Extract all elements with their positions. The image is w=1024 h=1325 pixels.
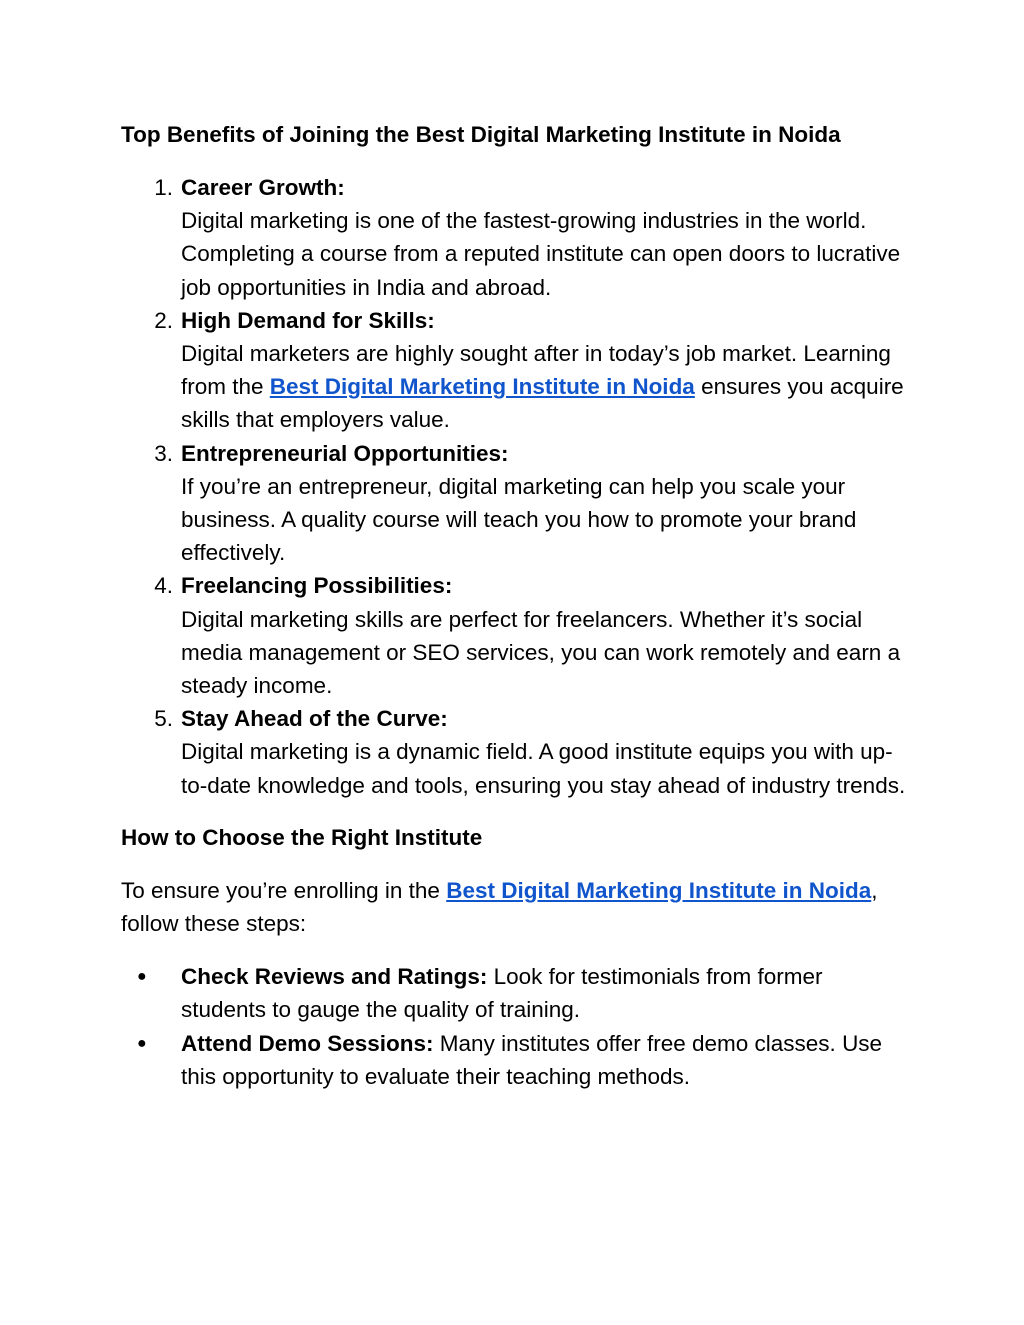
benefit-title: Freelancing Possibilities:	[181, 573, 453, 599]
benefit-item-stay-ahead	[121, 702, 911, 802]
benefit-title: High Demand for Skills:	[181, 307, 435, 333]
benefit-text: Digital marketing is one of the fastest-growing industries in the world. Completing a course from a reputed institute can open doors to lucrative job opportunities in India and abroad.	[181, 208, 901, 300]
list-number: 5.	[154, 706, 173, 732]
list-number: 4.	[154, 573, 173, 599]
benefit-item-entrepreneurial	[121, 437, 911, 570]
document-content	[121, 118, 911, 1093]
benefits-list	[121, 171, 911, 802]
step-title: Check Reviews and Ratings:	[181, 964, 488, 990]
step-text: Many institutes offer free demo classes. Use this opportunity to evaluate their teaching methods.	[181, 1030, 883, 1089]
benefit-title: Entrepreneurial Opportunities:	[181, 440, 509, 466]
benefit-item-freelancing	[121, 569, 911, 702]
step-text: Look for testimonials from former students to gauge the quality of training.	[181, 964, 823, 1023]
bullet-icon: ●	[137, 968, 147, 986]
step-item-reviews	[121, 960, 911, 1026]
institute-link[interactable]: Best Digital Marketing Institute in Noida	[446, 877, 872, 903]
list-number: 1.	[154, 175, 173, 200]
benefit-text: Digital marketing skills are perfect for freelancers. Whether it’s social media management or SEO services, you can work remotely and earn a steady income.	[181, 606, 901, 699]
benefit-item-high-demand	[121, 304, 911, 437]
intro-text-after-link: , follow these steps:	[121, 877, 878, 937]
steps-list	[121, 960, 911, 1093]
list-number: 3.	[154, 440, 173, 466]
bullet-icon: ●	[137, 1034, 147, 1052]
benefit-title: Career Growth:	[181, 175, 345, 200]
benefit-text: Digital marketing is a dynamic field. A good institute equips you with up-to-date knowledge and tools, ensuring you stay ahead of industry trends.	[181, 739, 906, 798]
intro-text-before-link: To ensure you’re enrolling in the	[121, 877, 447, 903]
choose-heading: How to Choose the Right Institute	[121, 824, 483, 850]
benefit-title: Stay Ahead of the Curve:	[181, 706, 448, 732]
benefits-heading: Top Benefits of Joining the Best Digital Marketing Institute in Noida	[121, 122, 841, 147]
benefit-text: If you’re an entrepreneur, digital marketing can help you scale your business. A quality course will teach you how to promote your brand effectively.	[181, 473, 857, 566]
institute-link[interactable]: Best Digital Marketing Institute in Noida	[269, 374, 695, 400]
step-title: Attend Demo Sessions:	[181, 1030, 434, 1056]
benefit-item-career-growth	[121, 171, 911, 304]
choose-intro-paragraph	[121, 874, 911, 940]
step-item-demo	[121, 1027, 911, 1093]
list-number: 2.	[154, 307, 173, 333]
benefit-text-after-link: ensures you acquire skills that employers value.	[181, 374, 904, 433]
benefit-text-before-link: Digital marketers are highly sought after in today’s job market. Learning from the	[181, 341, 891, 400]
